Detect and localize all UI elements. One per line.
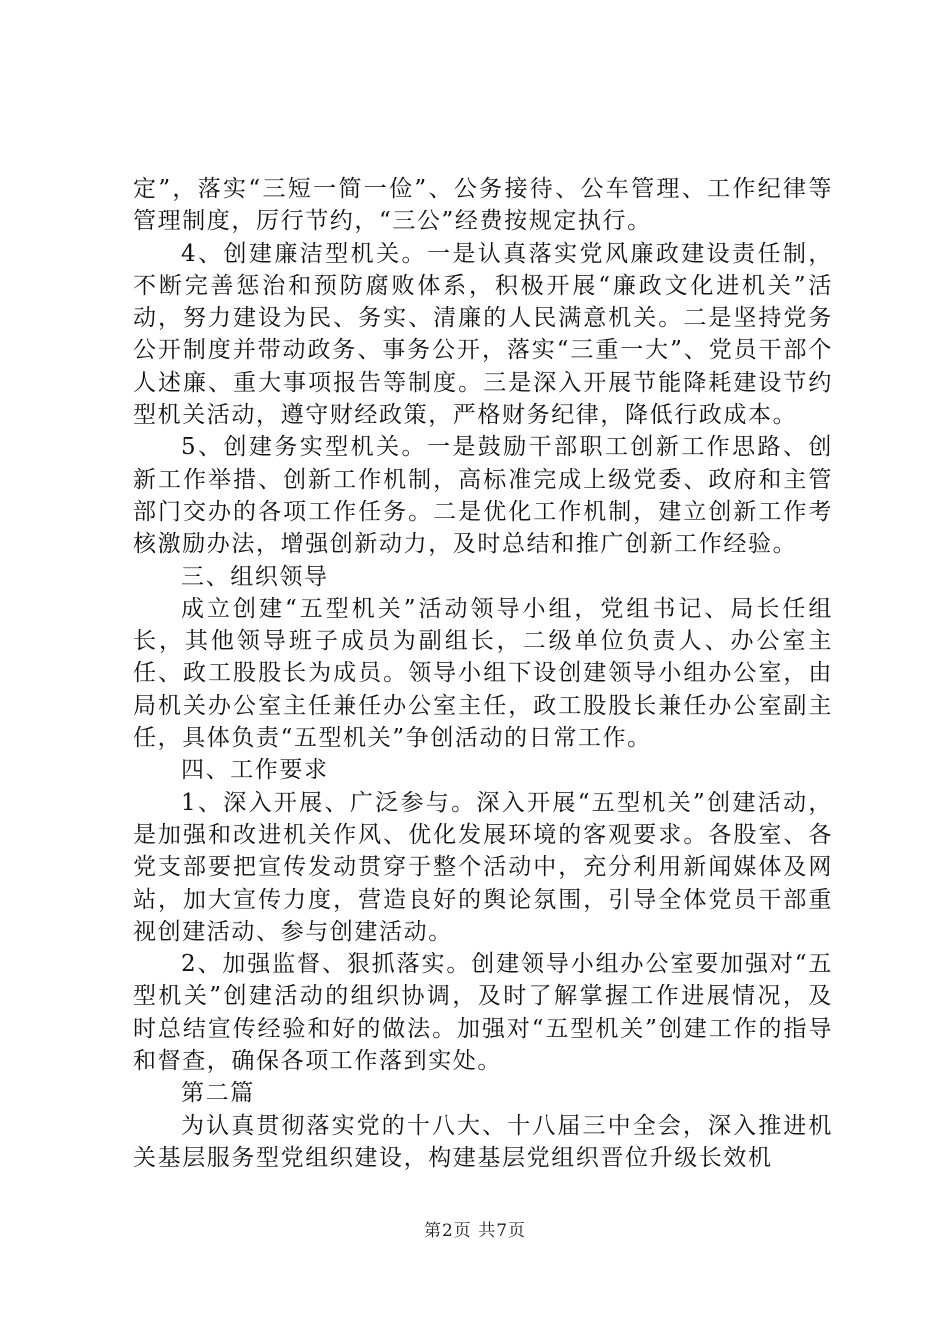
page-number: 第2页 共7页: [423, 1221, 527, 1241]
page-footer: [0, 1216, 950, 1241]
paragraph-requirement-1: 1、深入开展、广泛参与。深入开展“五型机关”创建活动，是加强和改进机关作风、优化发展环境的客观要求。各股室、各党支部要把宣传发动贯穿于整个活动中，充分利用新闻媒体及网站，加大宣传力度，营造良好的舆论氛围，引导全体党员干部重视创建活动、参与创建活动。: [133, 789, 833, 945]
paragraph-item-5: 5、创建务实型机关。一是鼓励干部职工创新工作思路、创新工作举措、创新工作机制，高标准完成上级党委、政府和主管部门交办的各项工作任务。二是优化工作机制，建立创新工作考核激励办法，增强创新动力，及时总结和推广创新工作经验。: [133, 434, 833, 558]
paragraph-requirement-2: 2、加强监督、狠抓落实。创建领导小组办公室要加强对“五型机关”创建活动的组织协调，及时了解掌握工作进展情况，及时总结宣传经验和好的做法。加强对“五型机关”创建工作的指导和督查，确保各项工作落到实处。: [133, 951, 833, 1075]
paragraph-organization: 成立创建“五型机关”活动领导小组，党组书记、局长任组长，其他领导班子成员为副组长，二级单位负责人、办公室主任、政工股股长为成员。领导小组下设创建领导小组办公室，由局机关办公室主任兼任办公室主任，政工股股长兼任办公室副主任，具体负责“五型机关”争创活动的日常工作。: [133, 595, 833, 752]
paragraph-continuation: 定”，落实“三短一简一俭”、公务接待、公车管理、工作纪律等管理制度，厉行节约，“三公”经费按规定执行。: [133, 176, 833, 235]
part-heading-2: 第二篇: [181, 1080, 255, 1107]
section-heading-3: 三、组织领导: [181, 563, 329, 590]
paragraph-part2-intro: 为认真贯彻落实党的十八大、十八届三中全会，深入推进机关基层服务型党组织建设，构建基层党组织晋位升级长效机: [133, 1112, 833, 1171]
document-body: [133, 173, 833, 1174]
paragraph-item-4: 4、创建廉洁型机关。一是认真落实党风廉政建设责任制，不断完善惩治和预防腐败体系，积极开展“廉政文化进机关”活动，努力建设为民、务实、清廉的人民满意机关。二是坚持党务公开制度并带动政务、事务公开，落实“三重一大”、党员干部个人述廉、重大事项报告等制度。三是深入开展节能降耗建设节约型机关活动，遵守财经政策，严格财务纪律，降低行政成本。: [133, 240, 833, 429]
section-heading-4: 四、工作要求: [181, 757, 329, 784]
